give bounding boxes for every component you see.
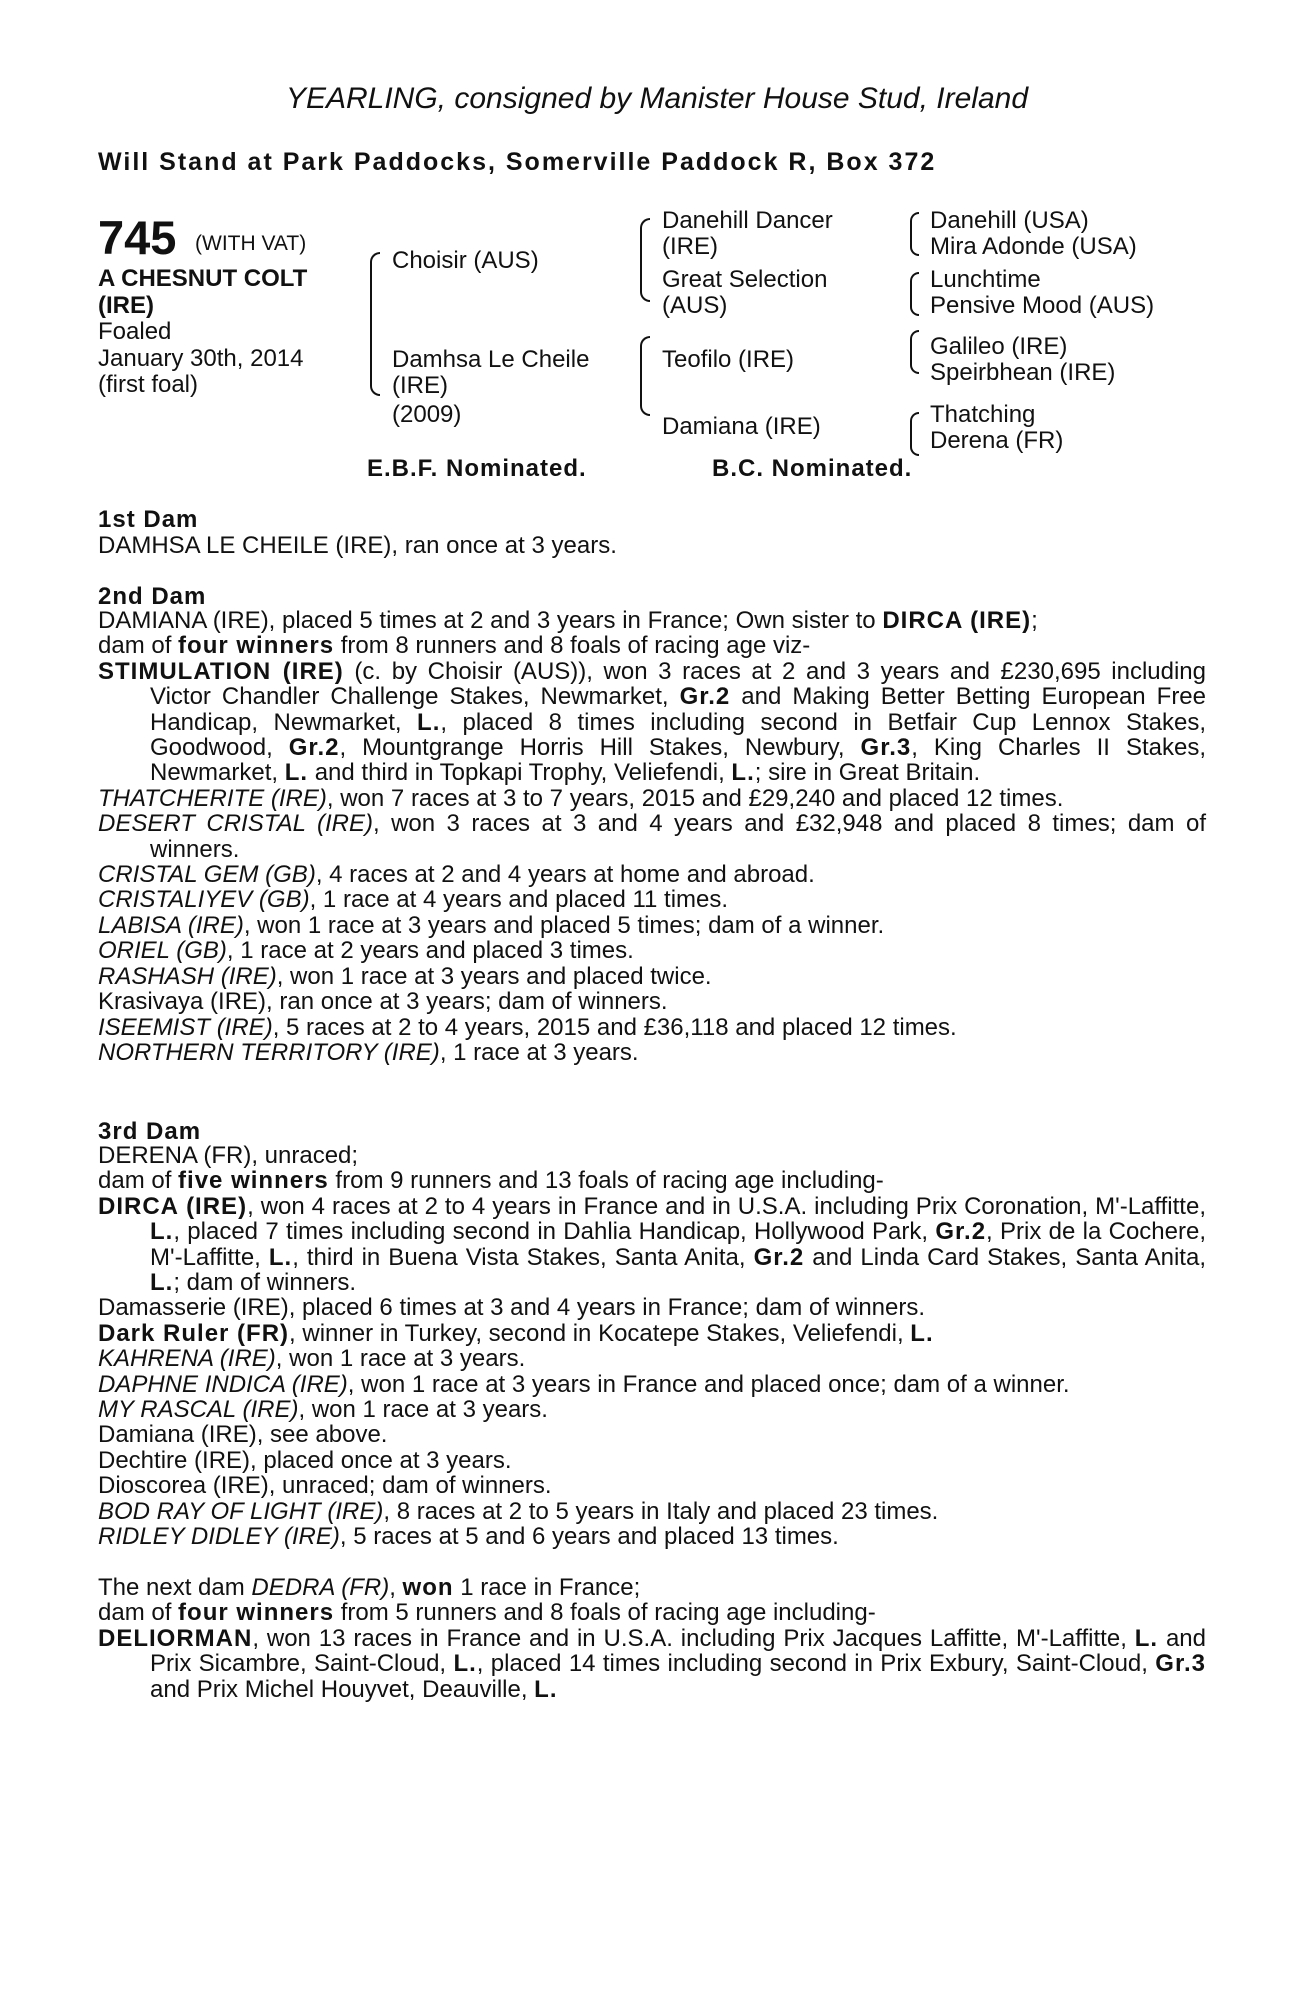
pedigree-dam-sire: Teofilo (IRE): [662, 346, 795, 373]
produce-stimulation: STIMULATION (IRE) (c. by Choisir (AUS)), won 3 races at 2 and 3 years and £230,695 including Victor Chandler Challenge Stakes, Newmarket, Gr.2 and Making Better Betting European Free Handicap, Newmarket, L., placed 8 times including second in Betfair Cup Lennox Stakes, Goodwood, Gr.2, Mountgrange Horris Hill Stakes, Newbury, Gr.3, King Charles II Stakes, Newmarket, L. and third in Topkapi Trophy, Veliefendi, L.; sire in Great Britain.: [98, 657, 1207, 787]
pedigree-dsd: Speirbhean (IRE): [930, 359, 1116, 386]
bc-nomination: B.C. Nominated.: [712, 455, 913, 482]
pedigree-ssd: Mira Adonde (USA): [930, 233, 1137, 260]
pedigree-bracket: [910, 272, 919, 316]
foaled-date: January 30th, 2014: [98, 345, 304, 372]
pedigree-sds: Lunchtime: [930, 266, 1041, 293]
pedigree-sire-sire: Danehill Dancer: [662, 207, 833, 234]
produce-daphne-indica: DAPHNE INDICA (IRE), won 1 race at 3 years in France and placed once; dam of a winner.: [98, 1370, 1070, 1398]
foaled-label: Foaled: [98, 318, 172, 345]
produce-cristaliyev: CRISTALIYEV (GB), 1 race at 4 years and placed 11 times.: [98, 886, 729, 914]
third-dam-intro: DERENA (FR), unraced;: [98, 1142, 359, 1169]
second-dam-section: [98, 608, 1206, 1065]
second-dam-intro: DAMIANA (IRE), placed 5 times at 2 and 3 years in France; Own sister to DIRCA (IRE);: [98, 607, 1038, 634]
pedigree-bracket: [640, 218, 650, 302]
pedigree-dam-country: (IRE): [392, 372, 448, 399]
lot-description: A CHESNUT COLT: [98, 265, 308, 292]
pedigree-sire-dam: Great Selection: [662, 266, 828, 293]
pedigree-bracket: [370, 252, 380, 396]
produce-my-rascal: MY RASCAL (IRE), won 1 race at 3 years.: [98, 1396, 548, 1424]
pedigree-bracket: [910, 412, 919, 456]
next-dam-intro: The next dam DEDRA (FR), won 1 race in France;: [98, 1574, 641, 1601]
lot-description-country: (IRE): [98, 292, 154, 319]
pedigree-dss: Galileo (IRE): [930, 333, 1068, 360]
pedigree-bracket: [910, 330, 919, 374]
foal-note: (first foal): [98, 371, 199, 398]
pedigree-bracket: [640, 336, 650, 416]
pedigree-dam-dam: Damiana (IRE): [662, 413, 821, 440]
first-dam-heading: 1st Dam: [98, 506, 199, 533]
pedigree-sss: Danehill (USA): [930, 207, 1089, 234]
pedigree-dam: Damhsa Le Cheile: [392, 346, 590, 373]
produce-thatcherite: THATCHERITE (IRE), won 7 races at 3 to 7 years, 2015 and £29,240 and placed 12 times.: [98, 784, 1064, 812]
vat-note: (WITH VAT): [195, 232, 307, 255]
third-dam-section: [98, 1143, 1206, 1550]
page-title: YEARLING, consigned by Manister House Stud, Ireland: [285, 82, 1029, 115]
pedigree-dds: Thatching: [930, 401, 1036, 428]
produce-damasserie: Damasserie (IRE), placed 6 times at 3 and 4 years in France; dam of winners.: [98, 1294, 926, 1322]
stand-location: Will Stand at Park Paddocks, Somerville Paddock R, Box 372: [98, 148, 937, 176]
produce-cristal-gem: CRISTAL GEM (GB), 4 races at 2 and 4 years at home and abroad.: [98, 861, 815, 889]
produce-oriel: ORIEL (GB), 1 race at 2 years and placed 3 times.: [98, 937, 634, 965]
second-dam-produce: dam of four winners from 8 runners and 8 foals of racing age viz-: [98, 632, 811, 660]
produce-bod-ray-of-light: BOD RAY OF LIGHT (IRE), 8 races at 2 to 5 years in Italy and placed 23 times.: [98, 1497, 939, 1525]
produce-northern-territory: NORTHERN TERRITORY (IRE), 1 race at 3 years.: [98, 1038, 639, 1066]
lot-number: 745: [98, 211, 177, 264]
pedigree-sire: Choisir (AUS): [392, 247, 539, 274]
pedigree-dam-year: (2009): [392, 401, 462, 428]
first-dam-text: DAMHSA LE CHEILE (IRE), ran once at 3 years.: [98, 532, 617, 559]
third-dam-heading: 3rd Dam: [98, 1118, 202, 1145]
produce-dechtire: Dechtire (IRE), placed once at 3 years.: [98, 1446, 512, 1474]
produce-kahrena: KAHRENA (IRE), won 1 race at 3 years.: [98, 1345, 526, 1373]
produce-iseemist: ISEEMIST (IRE), 5 races at 2 to 4 years, 2015 and £36,118 and placed 12 times.: [98, 1013, 957, 1041]
pedigree-bracket: [910, 212, 919, 256]
second-dam-heading: 2nd Dam: [98, 583, 207, 610]
produce-labisa: LABISA (IRE), won 1 race at 3 years and placed 5 times; dam of a winner.: [98, 911, 885, 939]
pedigree-ddd: Derena (FR): [930, 427, 1064, 454]
produce-damiana: Damiana (IRE), see above.: [98, 1421, 388, 1449]
produce-deliorman: DELIORMAN, won 13 races in France and in U.S.A. including Prix Jacques Laffitte, M'-Laffitte, L. and Prix Sicambre, Saint-Cloud, L., placed 14 times including second in Prix Exbury, Saint-Cloud, Gr.3 and Prix Michel Houyvet, Deauville, L.: [98, 1624, 1206, 1703]
pedigree-sire-dam-country: (AUS): [662, 292, 728, 319]
produce-krasivaya: Krasivaya (IRE), ran once at 3 years; dam of winners.: [98, 988, 668, 1016]
produce-dark-ruler: Dark Ruler (FR), winner in Turkey, second in Kocatepe Stakes, Veliefendi, L.: [98, 1319, 934, 1347]
pedigree-sire-sire-country: (IRE): [662, 233, 718, 260]
produce-ridley-didley: RIDLEY DIDLEY (IRE), 5 races at 5 and 6 years and placed 13 times.: [98, 1523, 839, 1551]
pedigree-sdd: Pensive Mood (AUS): [930, 292, 1155, 319]
produce-dioscorea: Dioscorea (IRE), unraced; dam of winners.: [98, 1472, 552, 1500]
third-dam-produce: dam of five winners from 9 runners and 13 foals of racing age including-: [98, 1167, 884, 1195]
produce-dirca: DIRCA (IRE), won 4 races at 2 to 4 years in France and in U.S.A. including Prix Coronation, M'-Laffitte, L., placed 7 times including second in Dahlia Handicap, Hollywood Park, Gr.2, Prix de la Cochere, M'-Laffitte, L., third in Buena Vista Stakes, Santa Anita, Gr.2 and Linda Card Stakes, Santa Anita, L.; dam of winners.: [98, 1192, 1206, 1297]
produce-desert-cristal: DESERT CRISTAL (IRE), won 3 races at 3 and 4 years and £32,948 and placed 8 times; dam of winners.: [98, 810, 1206, 863]
next-dam-produce: dam of four winners from 5 runners and 8 foals of racing age including-: [98, 1599, 876, 1627]
next-dam-section: [98, 1575, 1206, 1702]
produce-rashash: RASHASH (IRE), won 1 race at 3 years and placed twice.: [98, 962, 712, 990]
ebf-nomination: E.B.F. Nominated.: [367, 455, 587, 482]
